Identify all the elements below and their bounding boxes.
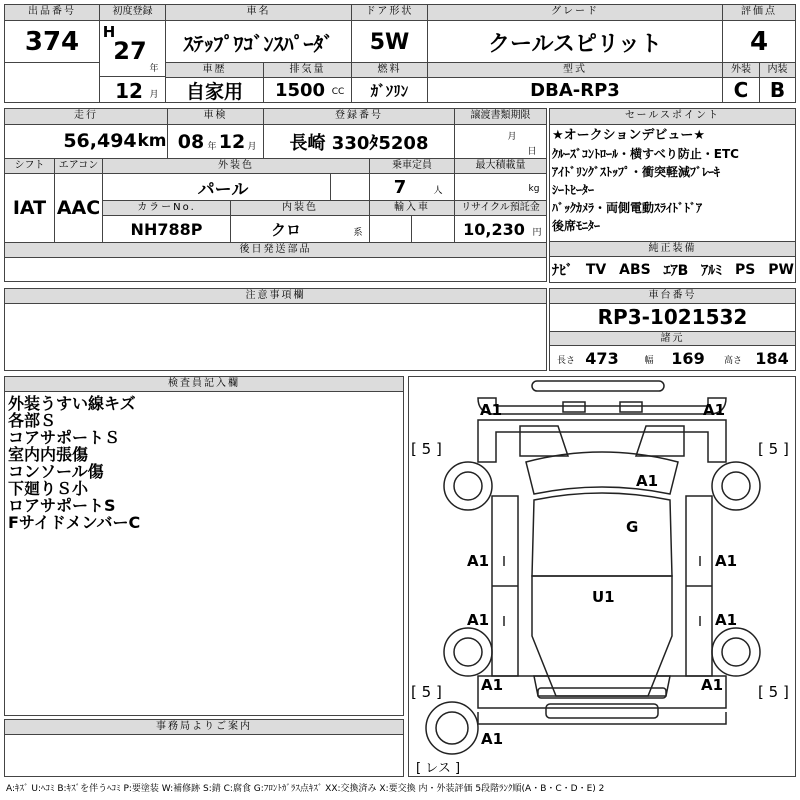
- first-reg-year: 27: [113, 37, 147, 65]
- inspector-label: 検査員記入欄: [5, 377, 403, 391]
- transfer-month-unit: 月: [507, 131, 517, 142]
- width: 169: [671, 348, 705, 368]
- color-no-label: カラーNo.: [103, 201, 230, 215]
- transfer-day-unit: 日: [527, 146, 537, 157]
- sales-point-line: ｸﾙｰｽﾞｺﾝﾄﾛｰﾙ・横すべり防止・ETC: [552, 147, 739, 161]
- recycle-label: リサイクル預託金: [455, 201, 546, 215]
- tire-tread-fl: [ 5 ]: [411, 440, 442, 458]
- inspection-year: 08: [177, 131, 205, 153]
- office-label: 事務局よりご案内: [5, 720, 403, 734]
- equipment-label: 純正装備: [550, 242, 795, 256]
- height: 184: [755, 348, 789, 368]
- sales-point-line: ｼｰﾄﾋｰﾀｰ: [552, 183, 595, 197]
- fuel: ｶﾞｿﾘﾝ: [370, 81, 409, 100]
- inspection-month: 12: [218, 131, 246, 153]
- equipment-item: PW: [768, 262, 794, 278]
- interior-color-unit: 系: [353, 227, 363, 238]
- load-unit: kg: [528, 184, 540, 194]
- tire-value: 5: [421, 683, 432, 701]
- shift-label: シフト: [5, 159, 54, 173]
- color-number: NH788P: [130, 219, 203, 239]
- ac: AAC: [56, 197, 101, 219]
- mark-rear-bumper: A1: [481, 730, 504, 748]
- interior-color-label: 内装色: [231, 201, 369, 215]
- mark-hood: A1: [636, 472, 659, 490]
- door-type: 5W: [369, 29, 410, 55]
- reg-number-label: 登録番号: [264, 109, 454, 124]
- tire-value: 5: [768, 440, 779, 458]
- mileage-label: 走行: [5, 109, 167, 124]
- inspection-year-unit: 年: [207, 141, 217, 152]
- capacity: 7: [393, 176, 407, 198]
- first-reg-month: 12: [115, 79, 143, 103]
- car-outline-diagram: [408, 376, 796, 777]
- sales-points-list: [552, 127, 795, 235]
- width-label: 幅: [644, 355, 654, 366]
- sales-point-line: 後席ﾓﾆﾀｰ: [552, 219, 601, 233]
- displacement: 1500: [274, 79, 326, 101]
- mark-roof: G: [626, 518, 639, 536]
- car-name-label: 車名: [166, 5, 351, 20]
- equipment-item: TV: [585, 262, 607, 278]
- inspector-note: 各部Ｓ: [8, 411, 57, 430]
- mark-rear-right: A1: [701, 676, 724, 694]
- car-name: ｽﾃｯﾌﾟﾜｺﾞﾝｽﾊﾟｰﾀﾞ: [183, 31, 334, 56]
- mark-floor: U1: [592, 588, 615, 606]
- inspector-note: FサイドメンバーC: [8, 513, 141, 532]
- transfer-label: 譲渡書類期限: [455, 109, 546, 124]
- chassis-number: RP3-1021532: [597, 305, 748, 329]
- inspector-note: ロアサポートS: [8, 496, 116, 515]
- equipment-item: ﾅﾋﾞ: [552, 263, 573, 279]
- mark-front-left: A1: [480, 401, 503, 419]
- exterior-label: 外装: [723, 63, 759, 77]
- interior-color: クロ: [270, 220, 301, 239]
- model: DBA-RP3: [530, 79, 620, 101]
- length: 473: [585, 348, 619, 368]
- first-reg-label: 初度登録: [100, 5, 165, 20]
- color-label: 外装色: [103, 159, 369, 173]
- spare-value: レス: [425, 761, 451, 776]
- sales-point-line: ﾊﾞｯｸｶﾒﾗ・両側電動ｽﾗｲﾄﾞﾄﾞｱ: [552, 201, 703, 215]
- displacement-unit: CC: [331, 87, 345, 97]
- inspector-note: コンソール傷: [8, 462, 104, 481]
- notes-label: 注意事項欄: [5, 289, 546, 303]
- load-label: 最大積載量: [455, 159, 546, 173]
- tire-value: 5: [768, 683, 779, 701]
- sales-point-line: ｱｲﾄﾞﾘﾝｸﾞｽﾄｯﾌﾟ・衝突軽減ﾌﾞﾚｰｷ: [552, 165, 721, 179]
- tire-tread-rr: [ 5 ]: [758, 683, 789, 701]
- capacity-label: 乗車定員: [370, 159, 454, 173]
- grade: クールスピリット: [487, 31, 663, 57]
- sales-points-label: セールスポイント: [550, 109, 795, 124]
- capacity-unit: 人: [433, 185, 443, 196]
- displacement-label: 排気量: [264, 63, 351, 77]
- import-label: 輸入車: [370, 201, 454, 215]
- inspection-month-unit: 月: [247, 141, 257, 152]
- mark-right-front-door: A1: [715, 552, 738, 570]
- equipment-list: [552, 258, 794, 282]
- inspector-note: コアサポートＳ: [8, 428, 121, 447]
- legend: A:ｷｽﾞ U:ﾍｺﾐ B:ｷｽﾞを伴うﾍｺﾐ P:要塗装 W:補修跡 S:錆 C:腐食 G:ﾌﾛﾝﾄｶﾞﾗｽ点ｷｽﾞ XX:交換済み X:要交換 内・外装評価 5段階ﾗﾝｸ順(A・B・C・D・E) 2: [6, 784, 605, 794]
- equipment-item: PS: [735, 262, 756, 278]
- mileage-unit: km: [137, 131, 167, 151]
- chassis-label: 車台番号: [550, 289, 795, 303]
- lot-number: 374: [24, 27, 80, 57]
- exterior-grade: C: [733, 78, 749, 102]
- mark-left-rear-door: A1: [467, 611, 490, 629]
- inspector-note: 外装うすい線キズ: [8, 394, 136, 413]
- lot-number-label: 出品番号: [5, 5, 99, 20]
- history-label: 車歴: [166, 63, 263, 77]
- first-reg-era: H: [102, 23, 116, 41]
- fuel-label: 燃料: [352, 63, 427, 77]
- history: 自家用: [185, 80, 243, 103]
- mark-rear-left: A1: [481, 676, 504, 694]
- equipment-item: ｱﾙﾐ: [701, 263, 723, 279]
- tire-tread-rl: [ 5 ]: [411, 683, 442, 701]
- spare-tire: [ レス ]: [416, 761, 461, 776]
- ac-label: エアコン: [55, 159, 102, 173]
- shift: IAT: [12, 197, 47, 219]
- mark-right-rear-door: A1: [715, 611, 738, 629]
- dimensions-label: 諸元: [550, 332, 795, 345]
- equipment-item: ABS: [619, 262, 651, 278]
- mark-left-front-door: A1: [467, 552, 490, 570]
- height-label: 高さ: [723, 355, 742, 366]
- first-reg-year-unit: 年: [149, 63, 159, 74]
- interior-label: 内装: [760, 63, 795, 77]
- inspector-note: 室内内張傷: [8, 445, 89, 464]
- interior-grade: B: [769, 78, 786, 102]
- inspector-note: 下廻りＳ小: [8, 479, 89, 498]
- tire-value: 5: [421, 440, 432, 458]
- tire-tread-fr: [ 5 ]: [758, 440, 789, 458]
- length-label: 長さ: [556, 355, 575, 366]
- equipment-item: ｴｱB: [663, 263, 689, 279]
- score: 4: [749, 27, 769, 57]
- model-label: 型式: [428, 63, 722, 77]
- inspection-label: 車検: [168, 109, 263, 124]
- grade-label: グレード: [428, 5, 722, 20]
- door-type-label: ドア形状: [352, 5, 427, 20]
- mileage: 56,494: [63, 130, 137, 152]
- sales-point-line: ★オークションデビュー★: [552, 128, 706, 143]
- inspector-notes: [8, 395, 140, 531]
- recycle-unit: 円: [532, 227, 542, 238]
- recycle-fee: 10,230: [463, 219, 525, 239]
- score-label: 評価点: [723, 5, 795, 20]
- exterior-color: パール: [197, 179, 249, 200]
- reg-number: 長崎 330ﾀ5208: [289, 133, 429, 154]
- first-reg-month-unit: 月: [149, 89, 159, 100]
- mark-front-right: A1: [703, 401, 726, 419]
- later-parts-label: 後日発送部品: [5, 243, 546, 257]
